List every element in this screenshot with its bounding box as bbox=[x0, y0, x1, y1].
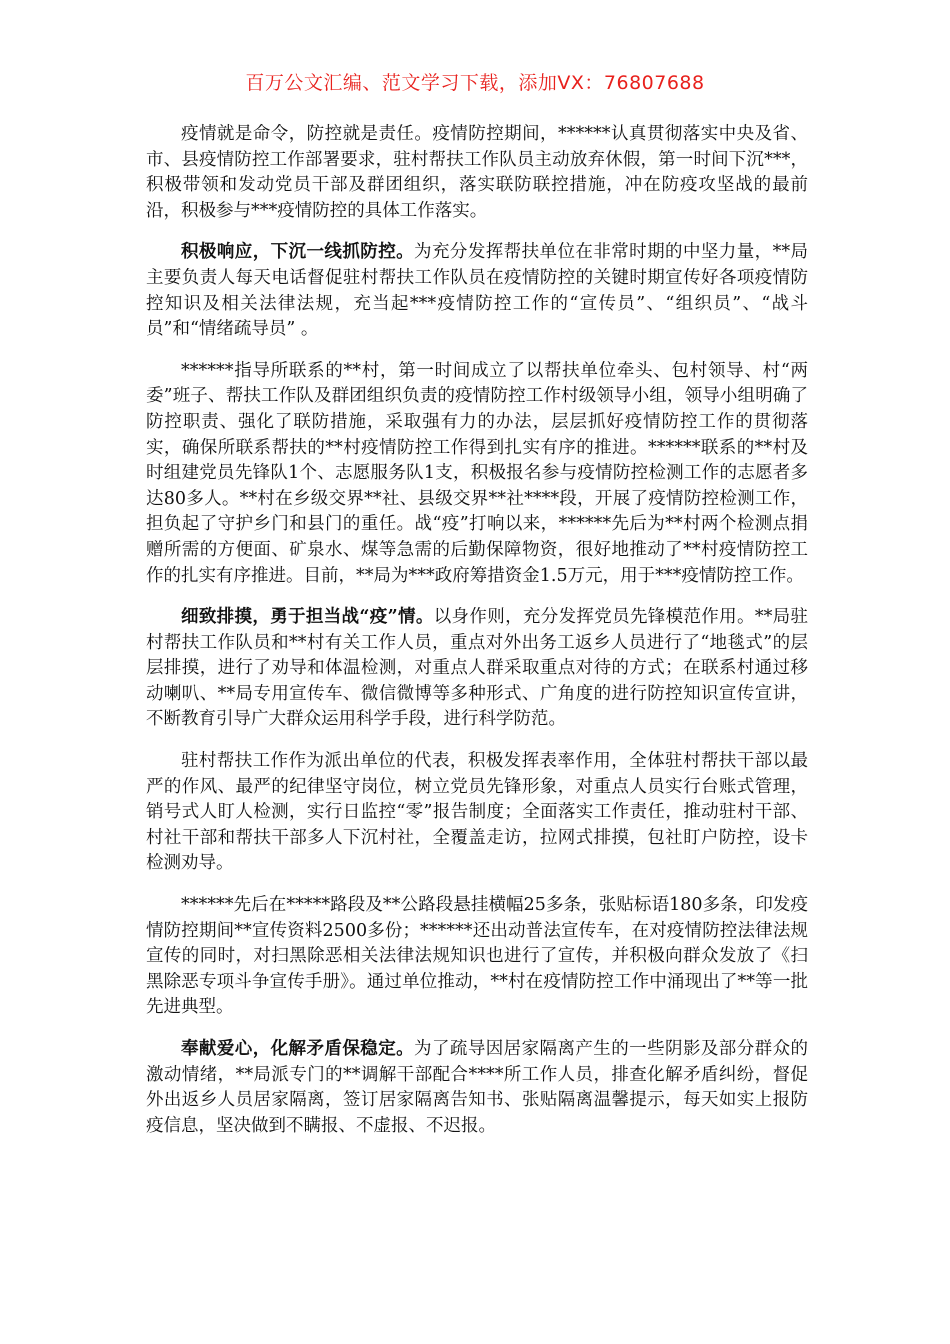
paragraph-heading: 奉献爱心，化解矛盾保稳定。 bbox=[181, 1039, 415, 1059]
paragraph-text: ******指导所联系的**村，第一时间成立了以帮扶单位牵头、包村领导、村“两委”班子、帮扶工作队及群团组织负责的疫情防控工作村级领导小组，领导小组明确了防控职责、强化了联防措施，采取强有力的办法，层层抓好疫情防控工作的贯彻落实，确保所联系帮扶的**村疫情防控工作得到扎实有序的推进。******联系的**村及时组建党员先锋队1个、志愿服务队1支，积极报名参与疫情防控检测工作的志愿者多达80多人。**村在乡级交界**社、县级交界**社****段，开展了疫情防控检测工作，担负起了守护乡门和县门的重任。战“疫”打响以来，******先后为**村两个检测点捐赠所需的方便面、矿泉水、煤等急需的后勤保障物资，很好地推动了**村疫情防控工作的扎实有序推进。目前，**局为***政府筹措资金1.5万元，用于***疫情防控工作。 bbox=[146, 360, 808, 586]
paragraph-text: 疫情就是命令，防控就是责任。疫情防控期间，******认真贯彻落实中央及省、市、县疫情防控工作部署要求，驻村帮扶工作队员主动放弃休假，第一时间下沉***，积极带领和发动党员干部及群团组织，落实联防联控措施，冲在防疫攻坚战的最前沿，积极参与***疫情防控的具体工作落实。 bbox=[146, 124, 808, 221]
paragraph-publicity bbox=[146, 893, 808, 1021]
paragraph-respond-actively bbox=[146, 240, 808, 342]
paragraph-heading: 积极响应，下沉一线抓防控。 bbox=[181, 242, 415, 263]
page-header-watermark: 百万公文汇编、范文学习下载，添加VX：76807688 bbox=[245, 72, 705, 94]
paragraph-cadre-role bbox=[146, 749, 808, 877]
paragraph-intro bbox=[146, 122, 808, 224]
paragraph-text: ******先后在*****路段及**公路段悬挂横幅25多条，张贴标语180多条，印发疫情防控期间**宣传资料2500多份；******还出动普法宣传车，在对疫情防控法律法规宣传的同时，对扫黑除恶相关法律法规知识也进行了宣传，并积极向群众发放了《扫黑除恶专项斗争宣传手册》。通过单位推动，**村在疫情防控工作中涌现出了**等一批先进典型。 bbox=[146, 895, 808, 1018]
paragraph-text: 为充分发挥帮扶单位在非常时期的中坚力量，**局主要负责人每天电话督促驻村帮扶工作队员在疫情防控的关键时期宣传好各项疫情防控知识及相关法律法规，充当起***疫情防控工作的“宣传员”、“组织员”、“战斗员”和“情绪疏导员” 。 bbox=[146, 242, 809, 340]
paragraph-screening bbox=[146, 605, 808, 733]
paragraph-stability bbox=[146, 1037, 808, 1139]
paragraph-heading: 细致排摸，勇于担当战“疫”情。 bbox=[181, 607, 434, 628]
paragraph-text: 以身作则，充分发挥党员先锋模范作用。**局驻村帮扶工作队员和**村有关工作人员，重点对外出务工返乡人员进行了“地毯式”的层层排摸，进行了劝导和体温检测，对重点人群采取重点对待的方式；在联系村通过移动喇叭、**局专用宣传车、微信微博等多种形式、广角度的进行防控知识宣传宣讲，不断教育引导广大群众运用科学手段，进行科学防范。 bbox=[146, 607, 808, 730]
paragraph-village-leadership bbox=[146, 359, 808, 589]
paragraph-text: 为了疏导因居家隔离产生的一些阴影及部分群众的激动情绪，**局派专门的**调解干部配合****所工作人员，排查化解矛盾纠纷，督促外出返乡人员居家隔离，签订居家隔离告知书、张贴隔离温馨提示，每天如实上报防疫信息，坚决做到不瞒报、不虚报、不迟报。 bbox=[146, 1039, 809, 1136]
paragraph-text: 驻村帮扶工作作为派出单位的代表，积极发挥表率作用，全体驻村帮扶干部以最严的作风、最严的纪律坚守岗位，树立党员先锋形象，对重点人员实行台账式管理，销号式人盯人检测，实行日监控“零”报告制度；全面落实工作责任，推动驻村干部、村社干部和帮扶干部多人下沉村社，全覆盖走访，拉网式排摸，包社盯户防控，设卡检测劝导。 bbox=[146, 751, 808, 874]
document-body bbox=[146, 122, 808, 1155]
